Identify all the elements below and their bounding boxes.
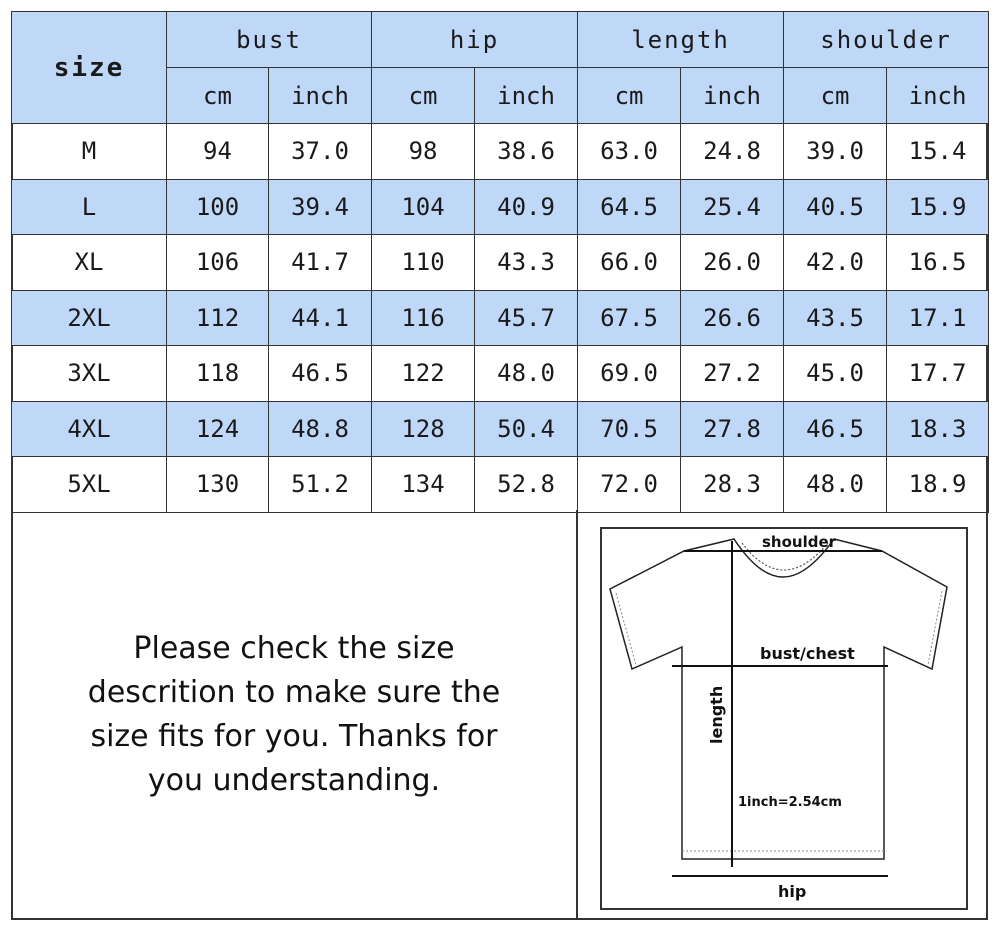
measurement-cell: 26.0 (681, 235, 784, 291)
unit-header: inch (887, 68, 989, 124)
unit-header: inch (475, 68, 578, 124)
measurement-cell: 51.2 (269, 457, 372, 513)
measurement-cell: 98 (372, 124, 475, 180)
size-cell: 2XL (12, 290, 167, 346)
measurement-cell: 38.6 (475, 124, 578, 180)
group-header-shoulder: shoulder (784, 12, 989, 68)
size-note-text: Please check the size descrition to make sure the size fits for you. Thanks for you understanding. (87, 631, 501, 798)
measurement-cell: 134 (372, 457, 475, 513)
measurement-cell: 46.5 (784, 401, 887, 457)
table-row (12, 401, 989, 457)
size-table (11, 11, 989, 513)
measurement-cell: 110 (372, 235, 475, 291)
size-column-header: size (12, 12, 167, 124)
measurement-cell: 106 (167, 235, 269, 291)
measurement-cell: 104 (372, 179, 475, 235)
size-note (11, 510, 577, 920)
table-row (12, 457, 989, 513)
measurement-cell: 52.8 (475, 457, 578, 513)
measurement-cell: 16.5 (887, 235, 989, 291)
size-cell: L (12, 179, 167, 235)
measurement-cell: 46.5 (269, 346, 372, 402)
measurement-cell: 118 (167, 346, 269, 402)
measurement-cell: 122 (372, 346, 475, 402)
measurement-cell: 100 (167, 179, 269, 235)
measurement-cell: 50.4 (475, 401, 578, 457)
measurement-cell: 28.3 (681, 457, 784, 513)
table-row (12, 235, 989, 291)
tshirt-diagram-svg (602, 529, 970, 912)
measurement-cell: 48.0 (475, 346, 578, 402)
measurement-cell: 64.5 (578, 179, 681, 235)
measurement-cell: 17.1 (887, 290, 989, 346)
measurement-cell: 39.0 (784, 124, 887, 180)
measurement-cell: 17.7 (887, 346, 989, 402)
measurement-cell: 66.0 (578, 235, 681, 291)
group-header-length: length (578, 12, 784, 68)
measurement-cell: 128 (372, 401, 475, 457)
measurement-cell: 48.0 (784, 457, 887, 513)
unit-header: cm (578, 68, 681, 124)
table-row (12, 290, 989, 346)
measurement-cell: 48.8 (269, 401, 372, 457)
unit-header: cm (167, 68, 269, 124)
measurement-cell: 69.0 (578, 346, 681, 402)
size-cell: 4XL (12, 401, 167, 457)
table-row (12, 179, 989, 235)
measurement-cell: 43.3 (475, 235, 578, 291)
measurement-cell: 43.5 (784, 290, 887, 346)
measurement-cell: 25.4 (681, 179, 784, 235)
table-row (12, 124, 989, 180)
unit-header: inch (681, 68, 784, 124)
tshirt-measurement-diagram (600, 527, 968, 910)
measurement-cell: 124 (167, 401, 269, 457)
measurement-cell: 45.7 (475, 290, 578, 346)
section-divider (576, 510, 578, 920)
measurement-cell: 116 (372, 290, 475, 346)
measurement-cell: 26.6 (681, 290, 784, 346)
measurement-cell: 18.3 (887, 401, 989, 457)
measurement-cell: 112 (167, 290, 269, 346)
size-cell: 5XL (12, 457, 167, 513)
group-header-hip: hip (372, 12, 578, 68)
conversion-label: 1inch=2.54cm (738, 795, 842, 810)
measurement-cell: 41.7 (269, 235, 372, 291)
hip-label: hip (778, 882, 807, 901)
measurement-cell: 63.0 (578, 124, 681, 180)
measurement-cell: 94 (167, 124, 269, 180)
tshirt-outline (610, 539, 947, 859)
measurement-cell: 44.1 (269, 290, 372, 346)
size-cell: XL (12, 235, 167, 291)
measurement-cell: 15.9 (887, 179, 989, 235)
measurement-cell: 39.4 (269, 179, 372, 235)
length-label: length (707, 685, 726, 744)
measurement-cell: 40.9 (475, 179, 578, 235)
measurement-cell: 42.0 (784, 235, 887, 291)
measurement-cell: 45.0 (784, 346, 887, 402)
size-cell: 3XL (12, 346, 167, 402)
shoulder-label: shoulder (762, 533, 837, 551)
measurement-cell: 130 (167, 457, 269, 513)
measurement-cell: 24.8 (681, 124, 784, 180)
measurement-cell: 40.5 (784, 179, 887, 235)
size-cell: M (12, 124, 167, 180)
measurement-cell: 18.9 (887, 457, 989, 513)
measurement-cell: 15.4 (887, 124, 989, 180)
bust-label: bust/chest (760, 644, 855, 663)
group-header-bust: bust (167, 12, 372, 68)
measurement-cell: 37.0 (269, 124, 372, 180)
measurement-cell: 27.2 (681, 346, 784, 402)
measurement-cell: 70.5 (578, 401, 681, 457)
measurement-cell: 72.0 (578, 457, 681, 513)
measurement-cell: 67.5 (578, 290, 681, 346)
unit-header: inch (269, 68, 372, 124)
measurement-cell: 27.8 (681, 401, 784, 457)
unit-header: cm (784, 68, 887, 124)
table-row (12, 346, 989, 402)
unit-header: cm (372, 68, 475, 124)
